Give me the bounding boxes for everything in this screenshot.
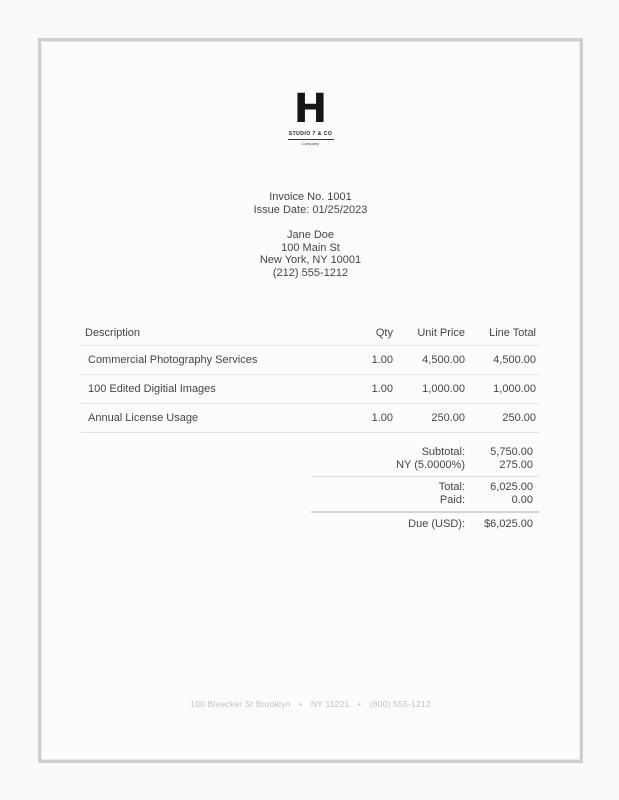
- footer-address: 100 Bleecker St Brooklyn: [190, 699, 291, 709]
- total-value: 6,025.00: [490, 481, 533, 493]
- cell-description: Commercial Photography Services: [81, 346, 333, 375]
- logo-mark: H: [293, 86, 328, 132]
- invoice-meta: [41, 191, 580, 279]
- tax-value: 275.00: [499, 458, 533, 471]
- header-unit-price: Unit Price: [393, 321, 465, 346]
- subtotal-value: 5,750.00: [490, 446, 533, 458]
- cell-line-total: 4,500.00: [465, 346, 539, 375]
- logo-divider: [288, 139, 334, 140]
- cell-unit-price: 4,500.00: [393, 346, 465, 375]
- subtotal-label: Subtotal:: [421, 446, 465, 458]
- cell-description: 100 Edited Digitial Images: [81, 375, 333, 404]
- logo-tagline: Company: [301, 141, 320, 146]
- footer-separator: •: [299, 699, 303, 709]
- invoice-page: [38, 38, 583, 763]
- total-label: Total:: [438, 481, 465, 493]
- footer-state-zip: NY 11221: [310, 699, 350, 709]
- header-description: Description: [81, 321, 333, 346]
- bill-to-name: Jane Doe: [286, 229, 335, 241]
- logo-company-name: STUDIO 7 & CO: [288, 131, 333, 137]
- cell-unit-price: 1,000.00: [393, 375, 465, 404]
- due-value: $6,025.00: [484, 518, 533, 530]
- cell-qty: 1.00: [333, 404, 393, 433]
- cell-unit-price: 250.00: [393, 404, 465, 433]
- footer-phone: (800) 555-1212: [369, 699, 431, 709]
- bill-to-street: 100 Main St: [281, 241, 340, 254]
- table-header-row: [81, 321, 539, 346]
- cell-description: Annual License Usage: [81, 404, 333, 433]
- cell-qty: 1.00: [333, 346, 393, 375]
- footer-separator: •: [358, 699, 362, 709]
- cell-qty: 1.00: [333, 375, 393, 404]
- total-row: [311, 481, 533, 494]
- tax-row: [311, 459, 533, 472]
- table-row: [81, 346, 539, 375]
- header-qty: Qty: [333, 321, 393, 346]
- bill-to-city: New York, NY 10001: [259, 254, 362, 266]
- issue-date: Issue Date: 01/25/2023: [253, 203, 368, 216]
- due-divider: [311, 511, 539, 513]
- totals-divider: [311, 476, 539, 477]
- due-label: Due (USD):: [408, 518, 465, 530]
- footer-contact: [41, 699, 580, 709]
- invoice-number: Invoice No. 1001: [269, 191, 352, 203]
- subtotal-row: [311, 446, 533, 459]
- cell-line-total: 1,000.00: [465, 375, 539, 404]
- paid-label: Paid:: [439, 493, 465, 506]
- table-row: [81, 404, 539, 433]
- header-line-total: Line Total: [465, 321, 539, 346]
- paid-value: 0.00: [511, 493, 533, 506]
- tax-label: NY (5.0000%): [396, 458, 465, 471]
- bill-to-phone: (212) 555-1212: [272, 266, 349, 279]
- cell-line-total: 250.00: [465, 404, 539, 433]
- paid-row: [311, 494, 533, 507]
- company-logo: [41, 86, 580, 146]
- table-row: [81, 375, 539, 404]
- due-row: [311, 518, 533, 531]
- totals-summary: [311, 446, 539, 533]
- line-items-table: [81, 321, 539, 433]
